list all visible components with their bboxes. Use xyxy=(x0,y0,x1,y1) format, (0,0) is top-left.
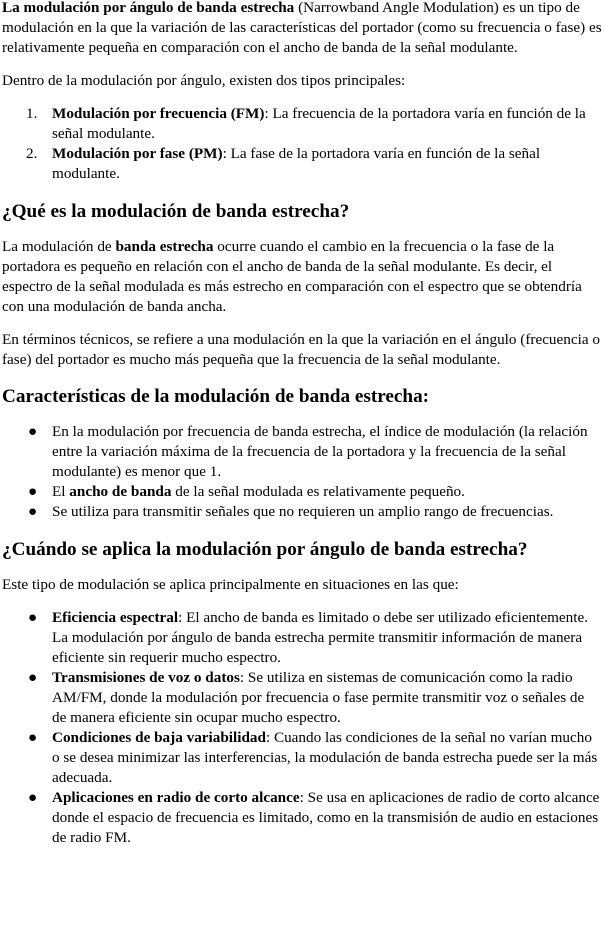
list-item xyxy=(28,668,602,728)
intro-bold-term: La modulación por ángulo de banda estrecha xyxy=(2,0,295,16)
list-item xyxy=(28,728,602,788)
list-item-bold: Transmisiones de voz o datos xyxy=(52,669,240,686)
list-item-bold: Modulación por frecuencia (FM) xyxy=(52,105,265,122)
paragraph-bold: banda estrecha xyxy=(115,238,214,255)
list-item-text: : El ancho de banda es limitado o debe ser utilizado eficientemente. La modulación por ángulo de banda estrecha permite transmitir información de manera eficiente sin requerir mucho espectro. xyxy=(52,609,589,666)
list-item-text: : Cuando las condiciones de la señal no varían mucho o se desea minimizar las interferencias, la modulación de banda estrecha puede ser la más adecuada. xyxy=(52,729,598,786)
bullet-icon: ● xyxy=(28,669,38,686)
bullet-icon: ● xyxy=(28,483,38,500)
bullet-icon: ● xyxy=(28,503,38,520)
section-heading-what-is: ¿Qué es la modulación de banda estrecha? xyxy=(2,201,350,222)
intro-paragraph xyxy=(2,0,602,58)
list-item-bold: Eficiencia espectral xyxy=(52,609,179,626)
list-item-bold: Condiciones de baja variabilidad xyxy=(52,729,266,746)
list-item-text: En la modulación por frecuencia de banda estrecha, el índice de modulación (la relación entre la variación máxima de la frecuencia de la portadora y la frecuencia de la señal modulante) es menor que 1. xyxy=(52,423,588,480)
list-item xyxy=(28,608,602,668)
bullet-icon: ● xyxy=(28,729,38,746)
bullet-icon: ● xyxy=(28,609,38,626)
section1-paragraph-2: En términos técnicos, se refiere a una modulación en la que la variación en el ángulo (frecuencia o fase) del portador es mucho más pequeña que la frecuencia de la señal modulante. xyxy=(2,331,600,368)
section3-intro: Este tipo de modulación se aplica principalmente en situaciones en las que: xyxy=(2,576,459,593)
list-number: 1. xyxy=(26,105,38,122)
list-number: 2. xyxy=(26,145,38,162)
list-item-bold: ancho de banda xyxy=(69,483,172,500)
section-heading-when-applied: ¿Cuándo se aplica la modulación por ángulo de banda estrecha? xyxy=(2,539,528,560)
list-item xyxy=(28,502,602,522)
list-item-text: El xyxy=(52,483,70,500)
modulation-types-list xyxy=(2,104,602,184)
list-item-text: : Se usa en aplicaciones de radio de corto alcance donde el espacio de frecuencia es limitado, como en la transmisión de audio en estaciones de radio FM. xyxy=(52,789,600,846)
list-item-text: Se utiliza para transmitir señales que no requieren un amplio rango de frecuencias. xyxy=(52,503,554,520)
types-intro: Dentro de la modulación por ángulo, existen dos tipos principales: xyxy=(2,72,406,89)
list-item xyxy=(28,422,602,482)
list-item xyxy=(28,788,602,848)
list-item xyxy=(26,144,602,184)
section-heading-characteristics: Características de la modulación de banda estrecha: xyxy=(2,386,430,407)
list-item-text: : Se utiliza en sistemas de comunicación como la radio AM/FM, donde la modulación por frecuencia o fase permite transmitir voz o señales de de manera eficiente sin ocupar mucho espectro. xyxy=(52,669,585,726)
list-item-bold: Modulación por fase (PM) xyxy=(52,145,223,162)
list-item-text: de la señal modulada es relativamente pequeño. xyxy=(171,483,465,500)
list-item xyxy=(26,104,602,144)
paragraph-text: La modulación de xyxy=(2,238,116,255)
list-item-bold: Aplicaciones en radio de corto alcance xyxy=(52,789,300,806)
paragraph-text: ocurre cuando el cambio en la frecuencia o la fase de la portadora es pequeño en relación con el ancho de banda de la señal modulante. Es decir, el espectro de la señal modulada es más estrecho en comparación con el espectro que se obtendría con una modulación de banda ancha. xyxy=(2,238,582,315)
list-item-text: : La fase de la portadora varía en función de la señal modulante. xyxy=(52,145,541,182)
list-item-text: : La frecuencia de la portadora varía en función de la señal modulante. xyxy=(52,105,586,142)
bullet-icon: ● xyxy=(28,789,38,806)
section1-paragraph-1 xyxy=(2,237,602,317)
applications-list xyxy=(2,608,602,848)
intro-text: (Narrowband Angle Modulation) es un tipo de modulación en la que la variación de las características del portador (como su frecuencia o fase) es relativamente pequeña en comparación con el ancho de banda de la señal modulante. xyxy=(2,0,602,56)
bullet-icon: ● xyxy=(28,423,38,440)
list-item xyxy=(28,482,602,502)
characteristics-list xyxy=(2,422,602,522)
